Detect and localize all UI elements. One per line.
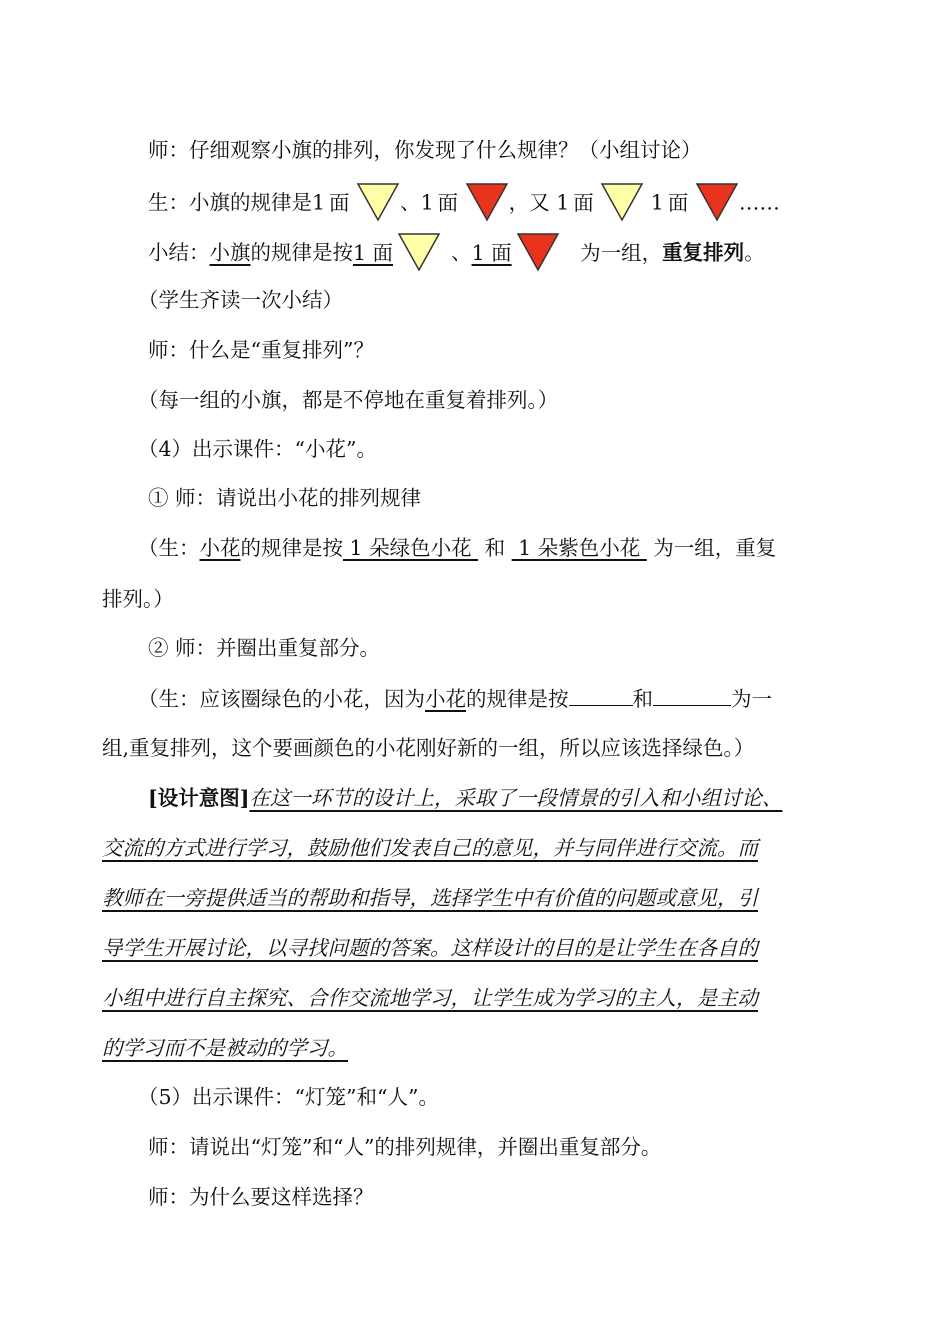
text-segment: 1 面: [353, 240, 394, 265]
text-segment: 小花: [425, 687, 466, 711]
continuation-line: 排列。）: [102, 587, 174, 611]
text-segment: （生：: [138, 536, 200, 560]
text-segment: 面: [329, 190, 350, 215]
design-intent-text: 交流的方式进行学习，鼓励他们发表自己的意见，并与同伴进行交流。而: [102, 836, 758, 860]
text-segment: 、: [451, 240, 472, 265]
design-intent-text: 导学生开展讨论，以寻找问题的答案。这样设计的目的是让学生在各自的: [102, 936, 758, 960]
text-segment: ，又: [508, 190, 550, 215]
text-segment: 生：小旗的规律是: [148, 190, 312, 215]
note-line: （学生齐读一次小结）: [138, 288, 343, 312]
text-segment: 1 面: [471, 240, 512, 265]
teacher-question-line: 师：仔细观察小旗的排列，你发现了什么规律？（小组讨论）: [148, 138, 702, 162]
text-segment: 小旗: [209, 240, 251, 265]
section-heading: （4）出示课件：“小花”。: [138, 437, 378, 461]
design-intent-text: 在这一环节的设计上，采取了一段情景的引入和小组讨论、: [249, 786, 783, 810]
blank-segment: [472, 241, 566, 265]
text-segment: 1 朵紫色小花: [511, 536, 647, 560]
text-segment: 小结：: [148, 240, 210, 265]
yellow-flag-icon: [600, 182, 644, 222]
section-heading: （5）出示课件：“灯笼”和“人”。: [138, 1085, 439, 1109]
text-segment: ……: [738, 190, 780, 215]
student-answer-line: [148, 184, 840, 224]
text-segment: 1: [556, 190, 570, 215]
fill-blank: [569, 683, 633, 706]
text-segment: 1: [312, 190, 326, 215]
design-intent-text: 小组中进行自主探究、合作交流地学习，让学生成为学习的主人，是主动: [102, 986, 758, 1010]
blank-segment: [353, 241, 451, 265]
teacher-question-line: 师：请说出“灯笼”和“人”的排列规律，并圈出重复部分。: [148, 1135, 662, 1159]
red-flag-icon: [465, 182, 509, 222]
teacher-question-line: 师：什么是“重复排列”？: [148, 338, 374, 362]
note-line: （每一组的小旗，都是不停地在重复着排列。）: [138, 388, 559, 412]
text-segment: 为一组，重复: [653, 536, 777, 560]
text-segment: 为一: [731, 687, 772, 711]
yellow-flag-icon: [356, 182, 400, 222]
yellow-flag-icon: [397, 232, 441, 272]
red-flag-icon: [516, 232, 560, 272]
red-flag-icon: [695, 182, 739, 222]
text-segment: 面: [667, 190, 689, 215]
text-segment: 。: [744, 240, 765, 265]
student-answer-line: [138, 533, 840, 563]
text-segment: 的规律是按: [466, 687, 569, 711]
text-segment: 的规律是按: [250, 240, 353, 265]
text-segment: 小花: [199, 536, 241, 560]
text-segment: 、: [400, 190, 421, 215]
text-segment: 1: [650, 190, 664, 215]
continuation-line: 组,重复排列，这个要画颜色的小花刚好新的一组，所以应该选择绿色。）: [102, 736, 755, 760]
student-answer-line: [138, 683, 840, 714]
text-segment: 1: [420, 190, 434, 215]
teacher-question-line: 师：为什么要这样选择？: [148, 1185, 374, 1209]
text-segment: 的规律是按: [240, 536, 343, 560]
text-segment: 和: [632, 687, 653, 711]
teacher-question-line: ① 师：请说出小花的排列规律: [148, 486, 422, 510]
fill-blank: [653, 683, 731, 706]
design-intent-text: 的学习而不是被动的学习。: [102, 1036, 348, 1060]
text-segment: （生：应该圈绿色的小花，因为: [138, 687, 425, 711]
summary-line: [148, 234, 840, 274]
text-segment: 和: [484, 536, 506, 560]
design-intent-line: [148, 783, 840, 813]
text-segment: 1 朵绿色小花: [343, 536, 479, 560]
text-segment: 面: [437, 190, 459, 215]
text-segment: 为一组，: [580, 240, 663, 265]
design-intent-label: [设计意图]: [148, 786, 250, 810]
text-segment: 重复排列: [662, 240, 745, 265]
design-intent-text: 教师在一旁提供适当的帮助和指导，选择学生中有价值的问题或意见，引: [102, 886, 758, 910]
text-segment: 面: [573, 190, 594, 215]
teacher-question-line: ② 师：并圈出重复部分。: [148, 636, 381, 660]
